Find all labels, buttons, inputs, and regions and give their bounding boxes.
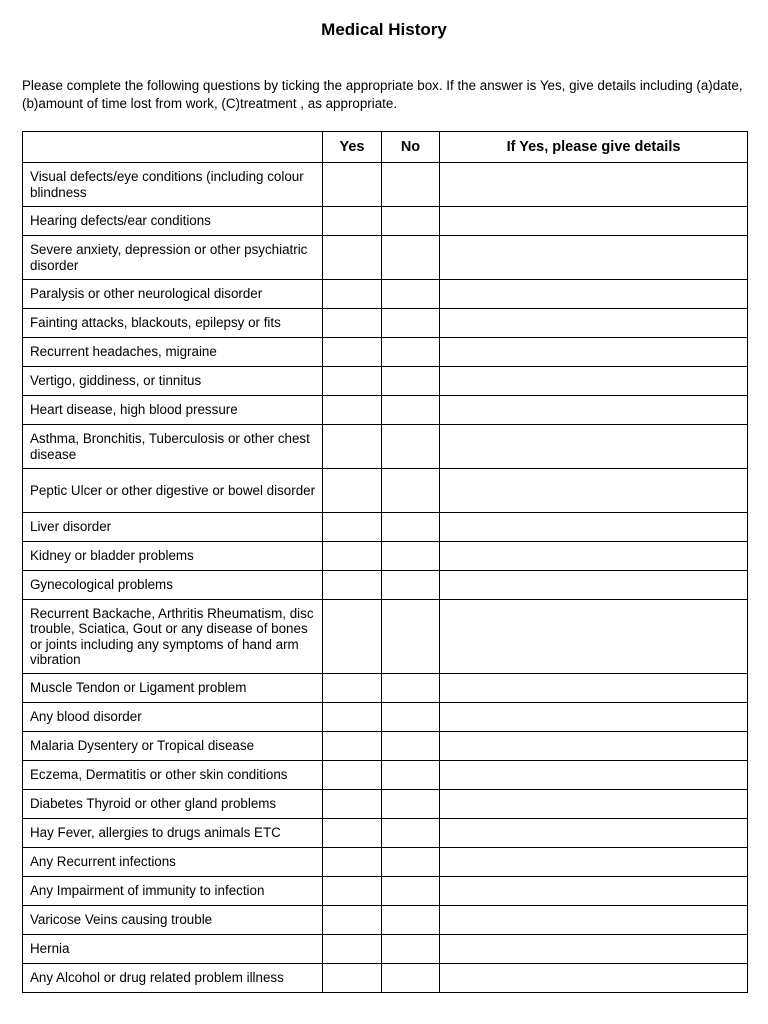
no-checkbox-cell[interactable]	[382, 848, 440, 877]
no-checkbox-cell[interactable]	[382, 309, 440, 338]
condition-label: Asthma, Bronchitis, Tuberculosis or other chest disease	[23, 425, 323, 469]
condition-label: Hearing defects/ear conditions	[23, 207, 323, 236]
medical-history-table	[22, 131, 748, 993]
condition-label: Malaria Dysentery or Tropical disease	[23, 732, 323, 761]
yes-checkbox-cell[interactable]	[323, 935, 382, 964]
condition-label: Severe anxiety, depression or other psychiatric disorder	[23, 236, 323, 280]
table-row	[23, 703, 748, 732]
details-field[interactable]	[440, 236, 748, 280]
table-row	[23, 600, 748, 674]
details-field[interactable]	[440, 396, 748, 425]
condition-label: Peptic Ulcer or other digestive or bowel disorder	[23, 469, 323, 513]
header-yes: Yes	[323, 132, 382, 163]
yes-checkbox-cell[interactable]	[323, 367, 382, 396]
header-details: If Yes, please give details	[440, 132, 748, 163]
table-row	[23, 207, 748, 236]
no-checkbox-cell[interactable]	[382, 964, 440, 993]
table-header-row	[23, 132, 748, 163]
condition-label: Visual defects/eye conditions (including colour blindness	[23, 163, 323, 207]
table-row	[23, 280, 748, 309]
condition-label: Any Impairment of immunity to infection	[23, 877, 323, 906]
yes-checkbox-cell[interactable]	[323, 674, 382, 703]
no-checkbox-cell[interactable]	[382, 338, 440, 367]
no-checkbox-cell[interactable]	[382, 207, 440, 236]
condition-label: Kidney or bladder problems	[23, 542, 323, 571]
no-checkbox-cell[interactable]	[382, 790, 440, 819]
no-checkbox-cell[interactable]	[382, 906, 440, 935]
details-field[interactable]	[440, 367, 748, 396]
yes-checkbox-cell[interactable]	[323, 848, 382, 877]
yes-checkbox-cell[interactable]	[323, 703, 382, 732]
table-row	[23, 513, 748, 542]
details-field[interactable]	[440, 425, 748, 469]
no-checkbox-cell[interactable]	[382, 280, 440, 309]
table-row	[23, 848, 748, 877]
yes-checkbox-cell[interactable]	[323, 906, 382, 935]
details-field[interactable]	[440, 163, 748, 207]
details-field[interactable]	[440, 906, 748, 935]
yes-checkbox-cell[interactable]	[323, 761, 382, 790]
yes-checkbox-cell[interactable]	[323, 469, 382, 513]
no-checkbox-cell[interactable]	[382, 877, 440, 906]
no-checkbox-cell[interactable]	[382, 425, 440, 469]
no-checkbox-cell[interactable]	[382, 542, 440, 571]
condition-label: Recurrent headaches, migraine	[23, 338, 323, 367]
condition-label: Muscle Tendon or Ligament problem	[23, 674, 323, 703]
details-field[interactable]	[440, 819, 748, 848]
no-checkbox-cell[interactable]	[382, 469, 440, 513]
details-field[interactable]	[440, 338, 748, 367]
condition-label: Diabetes Thyroid or other gland problems	[23, 790, 323, 819]
header-condition	[23, 132, 323, 163]
table-row	[23, 542, 748, 571]
yes-checkbox-cell[interactable]	[323, 732, 382, 761]
details-field[interactable]	[440, 935, 748, 964]
condition-label: Heart disease, high blood pressure	[23, 396, 323, 425]
no-checkbox-cell[interactable]	[382, 935, 440, 964]
details-field[interactable]	[440, 309, 748, 338]
yes-checkbox-cell[interactable]	[323, 877, 382, 906]
condition-label: Fainting attacks, blackouts, epilepsy or fits	[23, 309, 323, 338]
yes-checkbox-cell[interactable]	[323, 163, 382, 207]
page-title: Medical History	[321, 20, 447, 39]
details-field[interactable]	[440, 600, 748, 674]
no-checkbox-cell[interactable]	[382, 761, 440, 790]
table-row	[23, 338, 748, 367]
table-row	[23, 732, 748, 761]
table-row	[23, 761, 748, 790]
table-row	[23, 367, 748, 396]
no-checkbox-cell[interactable]	[382, 674, 440, 703]
instructions-text: Please complete the following questions by ticking the appropriate box. If the answer is Yes, give details including (a)date, (b)amount of time lost from work, (C)treatment , as appropriate.	[22, 78, 743, 111]
condition-label: Recurrent Backache, Arthritis Rheumatism, disc trouble, Sciatica, Gout or any disease of bones or joints including any symptoms of hand arm vibration	[23, 600, 323, 674]
condition-label: Eczema, Dermatitis or other skin conditions	[23, 761, 323, 790]
condition-label: Paralysis or other neurological disorder	[23, 280, 323, 309]
yes-checkbox-cell[interactable]	[323, 280, 382, 309]
condition-label: Vertigo, giddiness, or tinnitus	[23, 367, 323, 396]
table-row	[23, 469, 748, 513]
yes-checkbox-cell[interactable]	[323, 819, 382, 848]
yes-checkbox-cell[interactable]	[323, 513, 382, 542]
yes-checkbox-cell[interactable]	[323, 964, 382, 993]
details-field[interactable]	[440, 761, 748, 790]
table-row	[23, 819, 748, 848]
table-row	[23, 877, 748, 906]
table-row	[23, 906, 748, 935]
yes-checkbox-cell[interactable]	[323, 396, 382, 425]
condition-label: Any Recurrent infections	[23, 848, 323, 877]
details-field[interactable]	[440, 790, 748, 819]
details-field[interactable]	[440, 674, 748, 703]
condition-label: Varicose Veins causing trouble	[23, 906, 323, 935]
details-field[interactable]	[440, 848, 748, 877]
condition-label: Any Alcohol or drug related problem illness	[23, 964, 323, 993]
condition-label: Liver disorder	[23, 513, 323, 542]
no-checkbox-cell[interactable]	[382, 571, 440, 600]
no-checkbox-cell[interactable]	[382, 819, 440, 848]
no-checkbox-cell[interactable]	[382, 732, 440, 761]
details-field[interactable]	[440, 513, 748, 542]
no-checkbox-cell[interactable]	[382, 367, 440, 396]
no-checkbox-cell[interactable]	[382, 236, 440, 280]
table-row	[23, 571, 748, 600]
condition-label: Hay Fever, allergies to drugs animals ETC	[23, 819, 323, 848]
yes-checkbox-cell[interactable]	[323, 236, 382, 280]
details-field[interactable]	[440, 280, 748, 309]
table-row	[23, 790, 748, 819]
yes-checkbox-cell[interactable]	[323, 542, 382, 571]
details-field[interactable]	[440, 703, 748, 732]
yes-checkbox-cell[interactable]	[323, 425, 382, 469]
condition-label: Any blood disorder	[23, 703, 323, 732]
table-row	[23, 935, 748, 964]
table-row	[23, 309, 748, 338]
details-field[interactable]	[440, 877, 748, 906]
condition-label: Hernia	[23, 935, 323, 964]
no-checkbox-cell[interactable]	[382, 600, 440, 674]
details-field[interactable]	[440, 469, 748, 513]
header-no: No	[382, 132, 440, 163]
details-field[interactable]	[440, 207, 748, 236]
table-row	[23, 163, 748, 207]
no-checkbox-cell[interactable]	[382, 703, 440, 732]
condition-label: Gynecological problems	[23, 571, 323, 600]
yes-checkbox-cell[interactable]	[323, 571, 382, 600]
no-checkbox-cell[interactable]	[382, 513, 440, 542]
yes-checkbox-cell[interactable]	[323, 790, 382, 819]
table-row	[23, 964, 748, 993]
details-field[interactable]	[440, 964, 748, 993]
no-checkbox-cell[interactable]	[382, 396, 440, 425]
table-row	[23, 236, 748, 280]
details-field[interactable]	[440, 571, 748, 600]
yes-checkbox-cell[interactable]	[323, 338, 382, 367]
details-field[interactable]	[440, 732, 748, 761]
yes-checkbox-cell[interactable]	[323, 207, 382, 236]
yes-checkbox-cell[interactable]	[323, 309, 382, 338]
yes-checkbox-cell[interactable]	[323, 600, 382, 674]
no-checkbox-cell[interactable]	[382, 163, 440, 207]
table-row	[23, 674, 748, 703]
table-row	[23, 425, 748, 469]
table-row	[23, 396, 748, 425]
details-field[interactable]	[440, 542, 748, 571]
